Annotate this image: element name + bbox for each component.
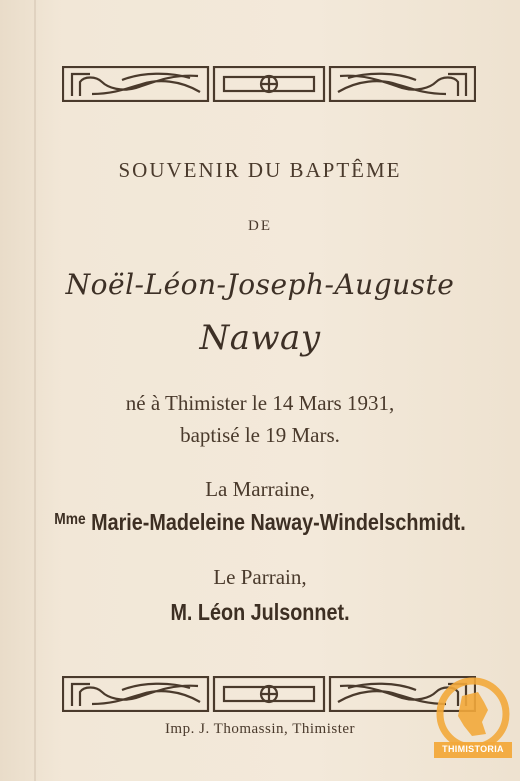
de-label: DE — [248, 218, 272, 234]
baptized-given-names: Noël-Léon-Joseph-Auguste — [65, 268, 455, 301]
thimistoria-logo — [432, 676, 514, 772]
card-heading: SOUVENIR DU BAPTÊME — [118, 158, 402, 182]
map-outline-icon — [458, 692, 488, 736]
bottom-ornament-border — [62, 676, 476, 712]
godmother-title: Mme — [54, 511, 86, 528]
godmother-name: Marie-Madeleine Naway-Windelschmidt. — [91, 509, 466, 535]
baptized-surname: Naway — [199, 318, 321, 358]
top-ornament-border — [62, 66, 476, 102]
birth-line: né à Thimister le 14 Mars 1931, — [125, 391, 395, 415]
baptism-date-line: baptisé le 19 Mars. — [180, 423, 340, 447]
godmother-line — [36, 509, 483, 536]
godfather-label: Le Parrain, — [213, 565, 307, 589]
godmother-label: La Marraine, — [205, 477, 315, 501]
godfather-name: M. Léon Julsonnet. — [170, 599, 350, 625]
printer-credit: Imp. J. Thomassin, Thimister — [164, 721, 356, 737]
logo-text: THIMISTORIA — [442, 744, 504, 754]
